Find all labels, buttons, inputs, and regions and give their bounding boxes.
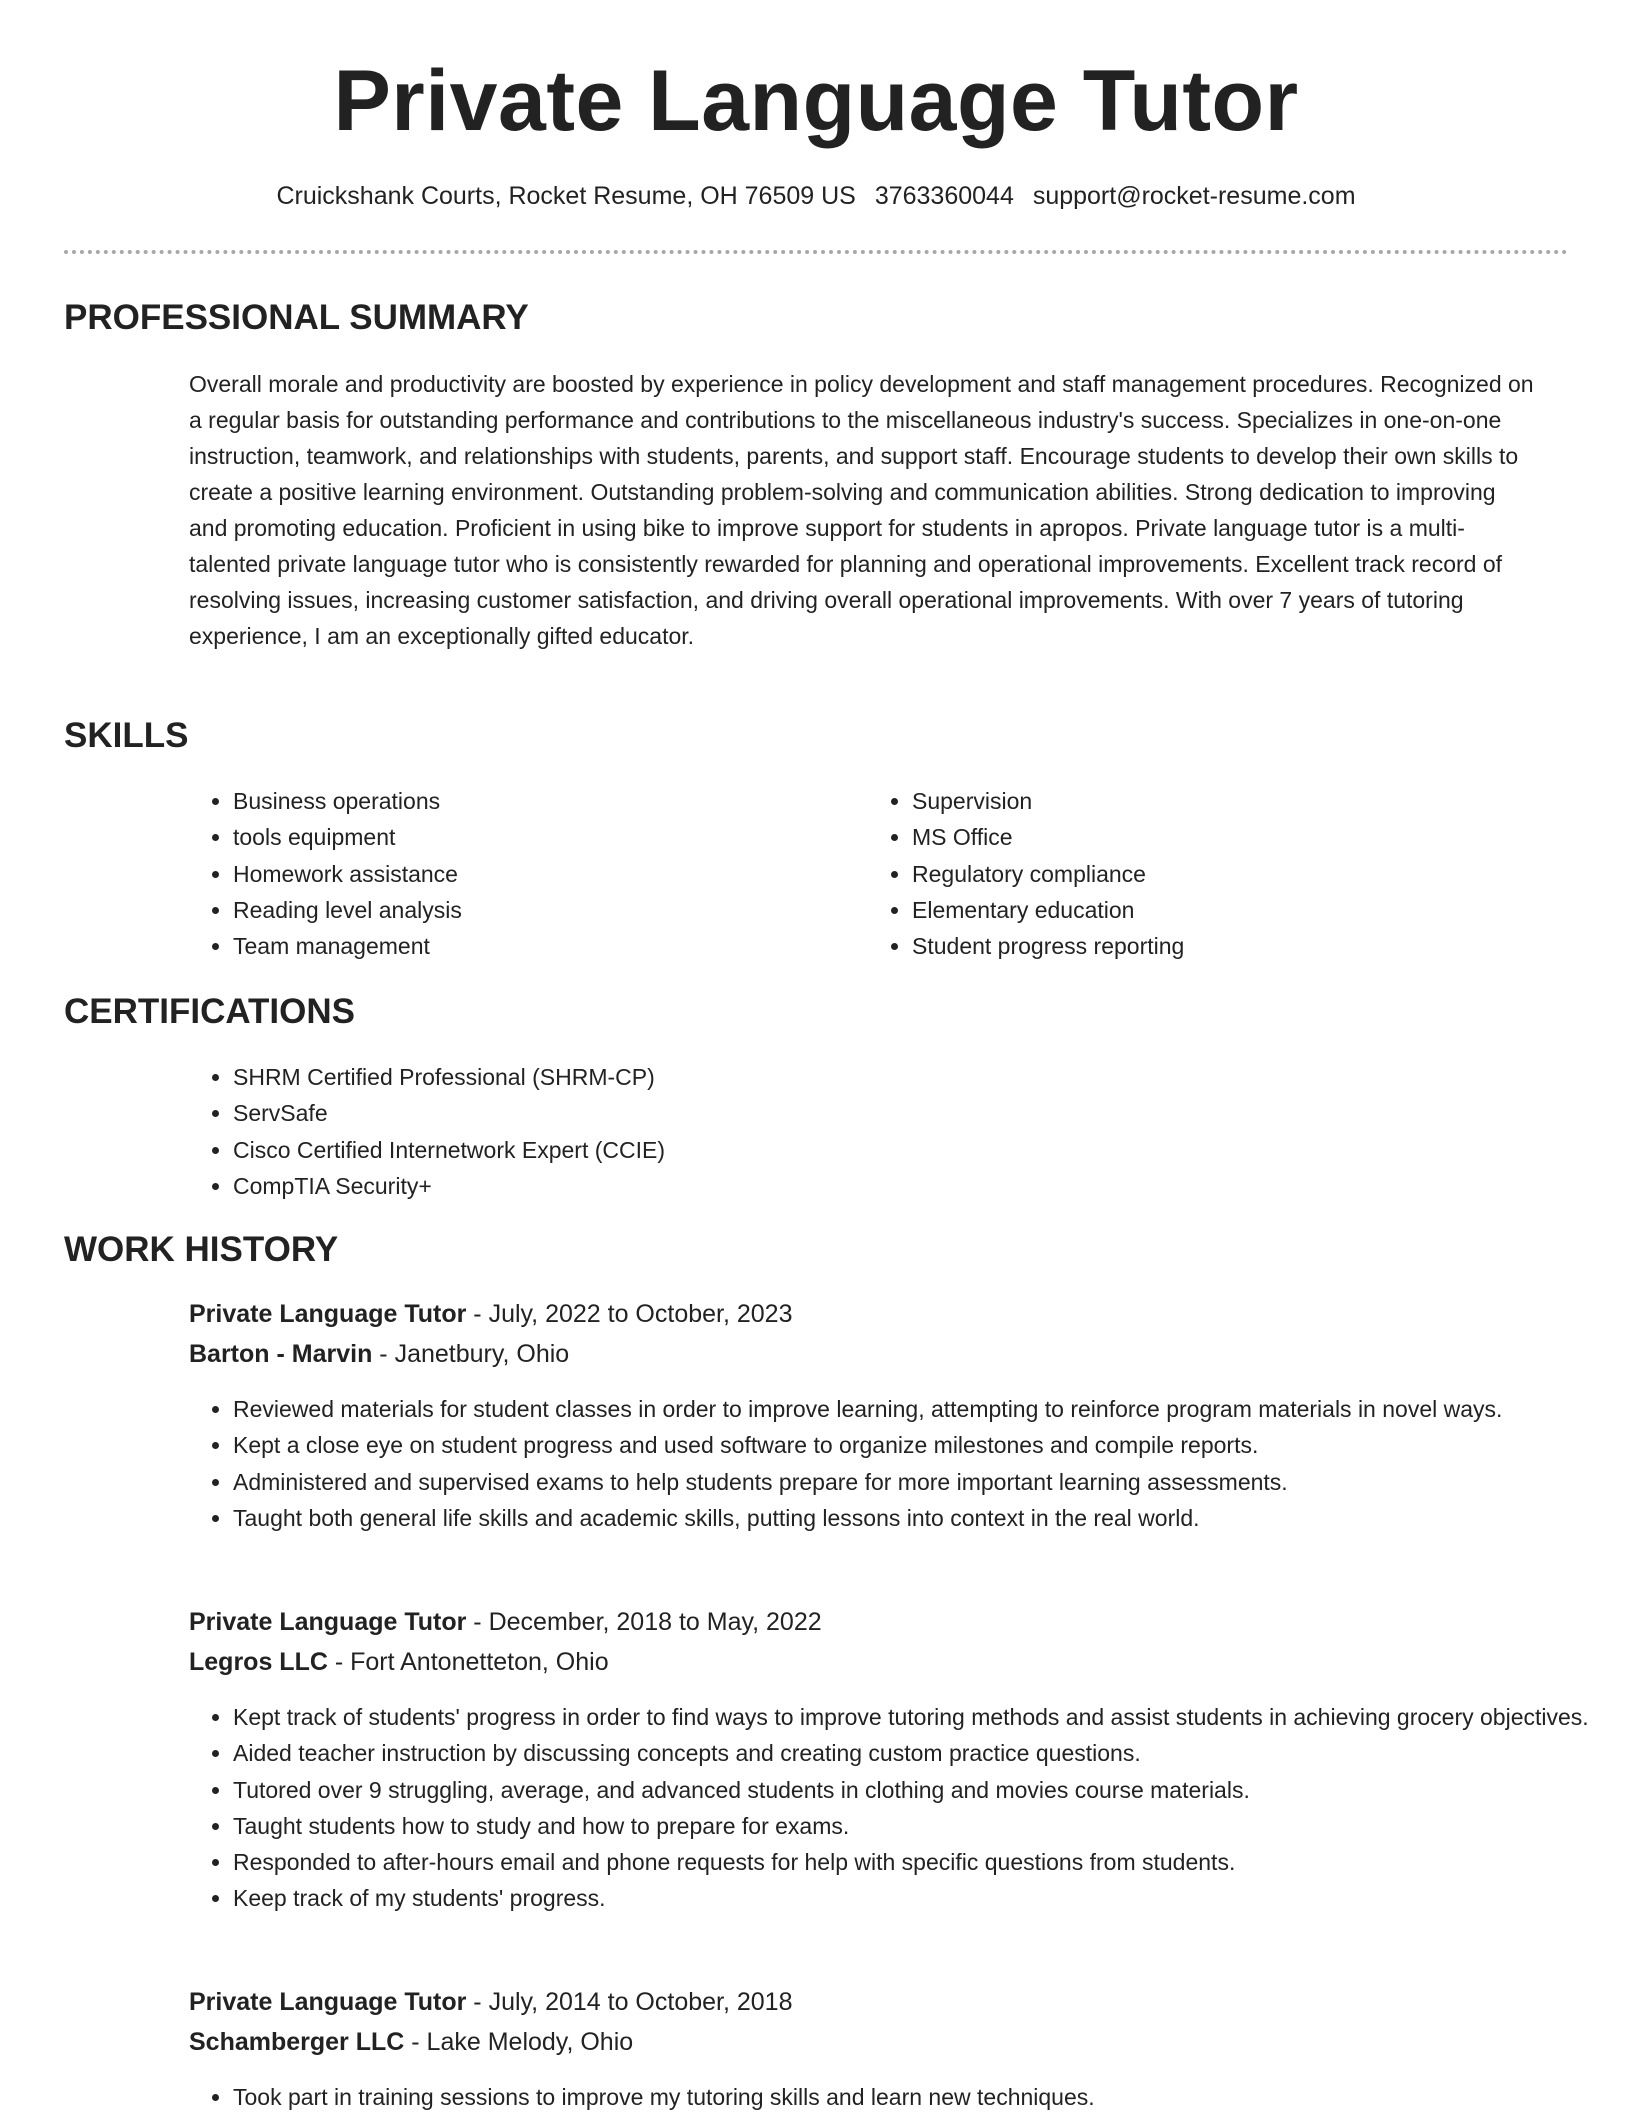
job-location: - Janetbury, Ohio [372, 1340, 570, 1368]
job-bullet: • Taught students how to study and how to prepare for exams. [233, 1808, 1590, 1844]
skills-list-right [868, 783, 1512, 964]
section-title-summary: PROFESSIONAL SUMMARY [64, 298, 529, 337]
certification-item: • SHRM Certified Professional (SHRM-CP) [233, 1059, 1133, 1095]
contact-address: Cruickshank Courts, Rocket Resume, OH 76509 US [276, 182, 856, 210]
section-title-certifications: CERTIFICATIONS [64, 992, 356, 1031]
section-title-skills: SKILLS [64, 716, 189, 755]
job-bullet: • Taught both general life skills and academic skills, putting lessons into context in the real world. [233, 1500, 1590, 1536]
certification-item: • CompTIA Security+ [233, 1168, 1133, 1204]
certification-item: • Cisco Certified Internetwork Expert (CCIE) [233, 1132, 1133, 1168]
job-location: - Lake Melody, Ohio [404, 2028, 634, 2056]
contact-line [0, 182, 1632, 211]
job-title-line [189, 1300, 792, 1329]
job-bullet: • Keep track of my students' progress. [233, 1880, 1590, 1916]
header-divider [64, 250, 1568, 254]
job-bullets [189, 1699, 1590, 1917]
job-title-line [189, 1988, 792, 2017]
job-title-line [189, 1608, 822, 1637]
job-bullet: • Reviewed materials for student classes in order to improve learning, attempting to reinforce program materials in novel ways. [233, 1391, 1590, 1427]
skill-item: • Reading level analysis [233, 892, 833, 928]
job-role: Private Language Tutor [189, 1988, 467, 2016]
job-dates: - July, 2014 to October, 2018 [466, 1988, 793, 2016]
contact-phone: 3763360044 [874, 182, 1014, 210]
certification-item: • ServSafe [233, 1095, 1133, 1131]
certifications-list [189, 1059, 1133, 1204]
skill-item: • MS Office [912, 819, 1512, 855]
skill-item: • tools equipment [233, 819, 833, 855]
job-bullet: • Kept a close eye on student progress and used software to organize milestones and compile reports. [233, 1427, 1590, 1463]
skill-item: • Elementary education [912, 892, 1512, 928]
job-role: Private Language Tutor [189, 1608, 467, 1636]
job-dates: - July, 2022 to October, 2023 [466, 1300, 793, 1328]
job-company-line [189, 1648, 609, 1677]
job-bullets [189, 2079, 1590, 2115]
job-company-line [189, 2028, 633, 2057]
job-company: Schamberger LLC [189, 2028, 405, 2056]
job-bullet: • Responded to after-hours email and phone requests for help with specific questions from students. [233, 1844, 1590, 1880]
job-bullet: • Kept track of students' progress in order to find ways to improve tutoring methods and assist students in achieving grocery objectives. [233, 1699, 1590, 1735]
skill-item: • Homework assistance [233, 856, 833, 892]
job-bullets [189, 1391, 1590, 1536]
job-dates: - December, 2018 to May, 2022 [466, 1608, 822, 1636]
skill-item: • Business operations [233, 783, 833, 819]
skill-item: • Student progress reporting [912, 928, 1512, 964]
job-role: Private Language Tutor [189, 1300, 467, 1328]
job-company-line [189, 1340, 569, 1369]
contact-email: support@rocket-resume.com [1032, 182, 1356, 210]
job-bullet: • Took part in training sessions to improve my tutoring skills and learn new techniques. [233, 2079, 1590, 2115]
job-company: Barton - Marvin [189, 1340, 373, 1368]
job-location: - Fort Antonetteton, Ohio [327, 1648, 609, 1676]
skill-item: • Team management [233, 928, 833, 964]
resume-name: Private Language Tutor [333, 53, 1299, 149]
skill-item: • Supervision [912, 783, 1512, 819]
summary-text: Overall morale and productivity are boosted by experience in policy development and staff management procedures. Recognized on a regular basis for outstanding performance and contributions to the miscellaneous industry's success. Specializes in one-on-one instruction, teamwork, and relationships with students, parents, and support staff. Encourage students to develop their own skills to create a positive learning environment. Outstanding problem-solving and communication abilities. Strong dedication to improving and promoting education. Proficient in using bike to improve support for students in apropos. Private language tutor is a multi-talented private language tutor who is consistently rewarded for planning and operational improvements. Excellent track record of resolving issues, increasing customer satisfaction, and driving overall operational improvements. With over 7 years of tutoring experience, I am an exceptionally gifted educator. [189, 371, 1534, 649]
job-bullet: • Administered and supervised exams to help students prepare for more important learning assessments. [233, 1464, 1590, 1500]
job-company: Legros LLC [189, 1648, 328, 1676]
skill-item: • Regulatory compliance [912, 856, 1512, 892]
job-bullet: • Tutored over 9 struggling, average, and advanced students in clothing and movies course materials. [233, 1772, 1590, 1808]
job-bullet: • Aided teacher instruction by discussing concepts and creating custom practice questions. [233, 1735, 1590, 1771]
section-title-work-history: WORK HISTORY [64, 1230, 339, 1269]
skills-list-left [189, 783, 833, 964]
